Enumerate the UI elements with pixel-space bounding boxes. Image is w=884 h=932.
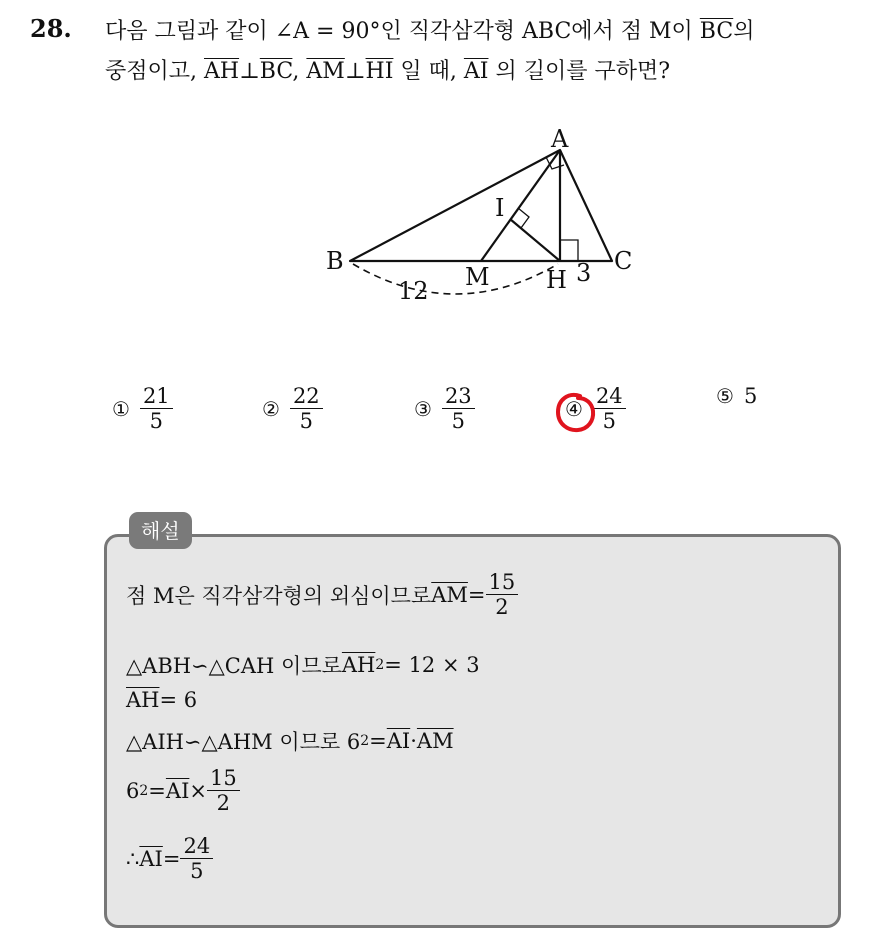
label-h: H [546, 266, 567, 294]
answer-circle-icon [554, 390, 598, 434]
question-text-line2: 중점이고, $\overline{AH}\perp\overline{BC}$, $\overline{AM}\perp\overline{HI}$ 일 때, $\overline{AI}$ 의 길이를 구하면? [105, 59, 671, 84]
label-m: M [465, 263, 490, 291]
solution-tab-label: 해설 [129, 512, 192, 549]
solution-line-2: △ABH∽△CAH 이므로 $\overline{AH}$ 2 = 12 × 3 [126, 653, 480, 678]
choice-2[interactable] [262, 384, 323, 433]
choice-fraction: $\frac{24}{5}$ [593, 384, 626, 433]
choice-marker: ④ [565, 396, 583, 421]
label-length-bh: 12 [398, 277, 429, 305]
label-i: I [495, 194, 505, 222]
solution-line-1: 점 M은 직각삼각형의 외심이므로 $\overline{AM}$ = $\frac{15}{2}$ [126, 570, 518, 619]
choice-fraction: $\frac{22}{5}$ [290, 384, 323, 433]
choice-3[interactable] [414, 384, 475, 433]
question-number: 28. [30, 14, 72, 43]
choice-marker: ② [262, 396, 280, 421]
choice-marker: ① [112, 396, 130, 421]
triangle-abc [350, 150, 612, 261]
segment-am [481, 150, 560, 261]
choice-marker: ⑤ [716, 384, 734, 408]
choice-marker: ③ [414, 396, 432, 421]
label-length-hc: 3 [576, 259, 592, 287]
segment-hi [510, 219, 560, 261]
choice-fraction: $\frac{23}{5}$ [442, 384, 475, 433]
question-text-line1: 다음 그림과 같이 ∠A = 90°인 직각삼각형 ABC에서 점 M이 $\overline{BC}$의 [105, 19, 755, 44]
right-angle-mark-i [518, 208, 529, 228]
solution-line-4: △AIH∽△AHM 이므로 6 2 = $\overline{AI}$ · $\overline{AM}$ [126, 729, 454, 754]
solution-line-3: $\overline{AH}$ = 6 [126, 688, 198, 712]
label-a: A [551, 125, 569, 153]
choice-fraction: $\frac{21}{5}$ [140, 384, 173, 433]
triangle-figure [320, 118, 650, 308]
label-b: B [326, 247, 344, 275]
solution-line-5: 6 2 = $\overline{AI}$ × $\frac{15}{2}$ [126, 766, 240, 815]
label-c: C [614, 247, 633, 275]
choice-1[interactable] [112, 384, 173, 433]
choice-5[interactable] [716, 384, 757, 408]
dimension-arc-bh [353, 264, 558, 294]
solution-line-6: ∴ $\overline{AI}$ = $\frac{24}{5}$ [126, 834, 213, 883]
right-angle-mark-h [560, 240, 578, 261]
choice-value: 5 [743, 384, 758, 408]
